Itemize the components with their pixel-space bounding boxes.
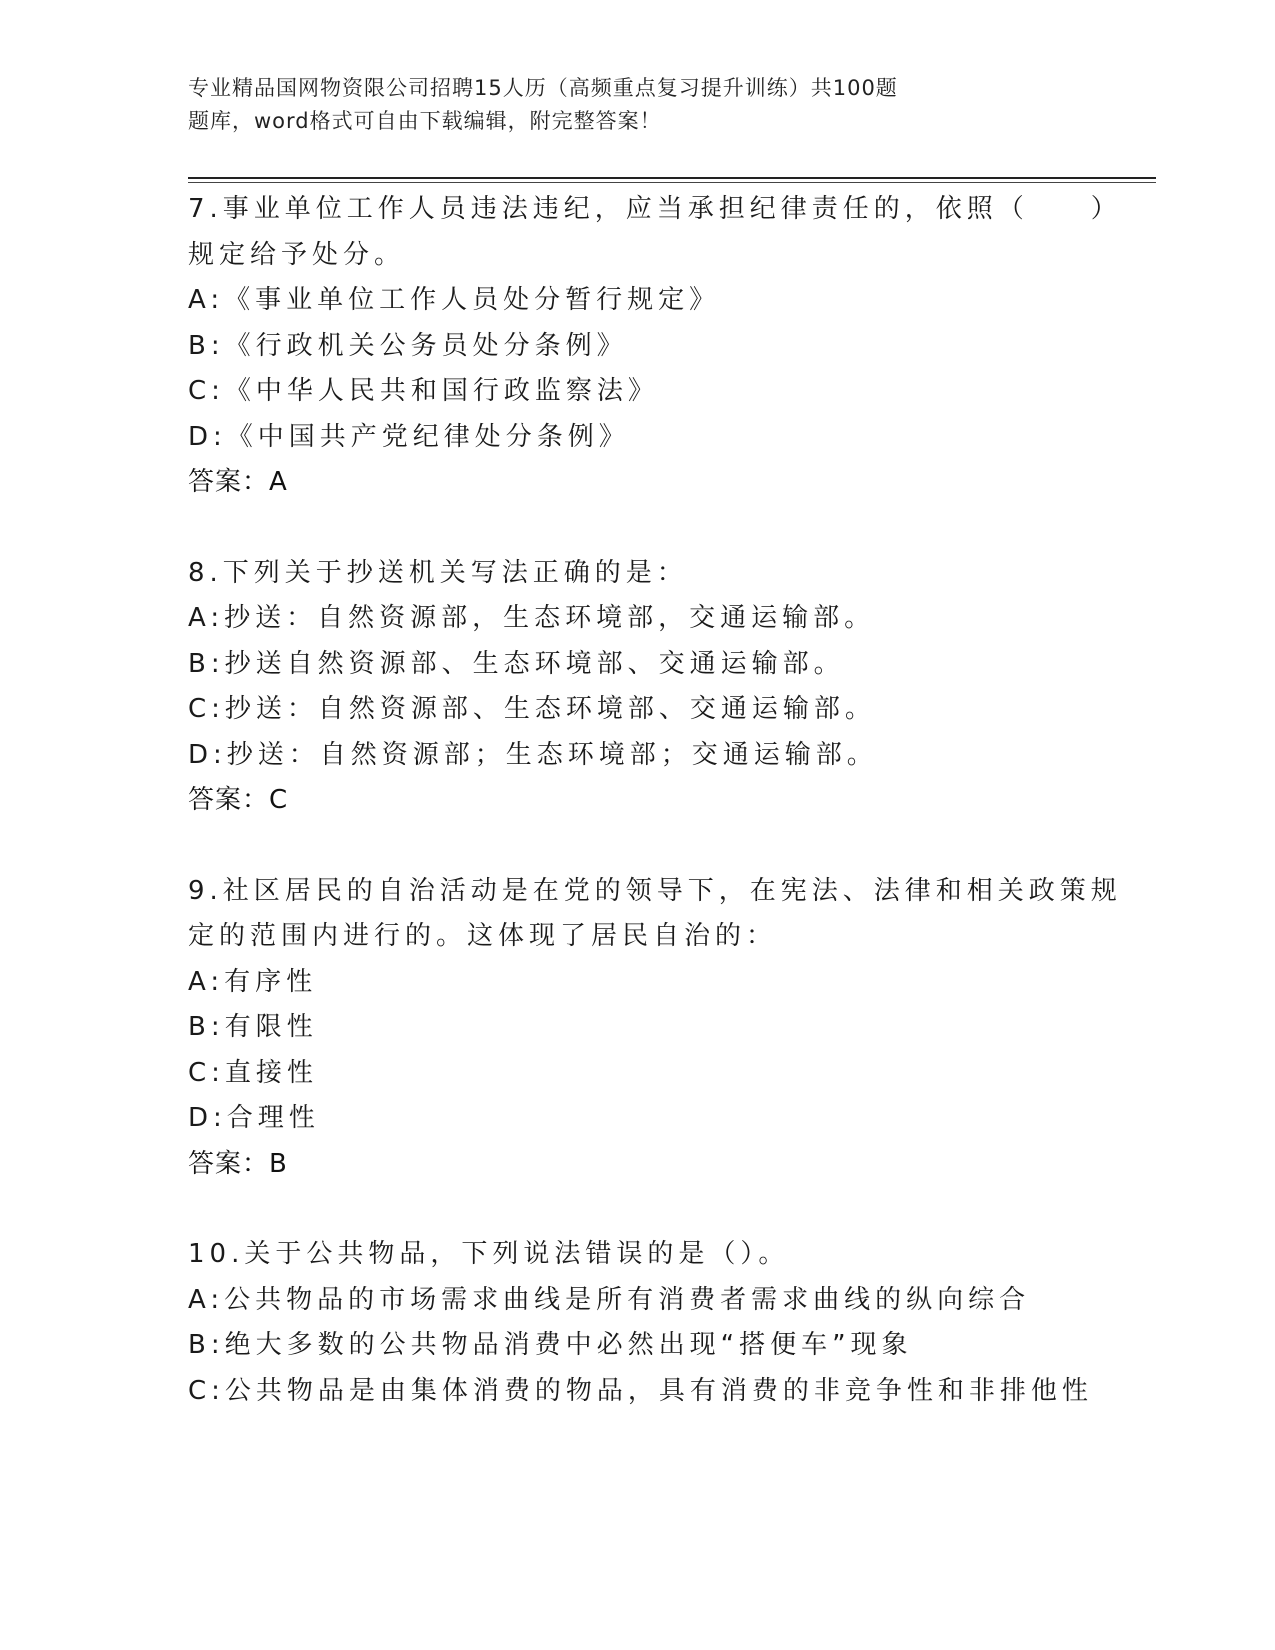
option-b: B:《行政机关公务员处分条例》: [188, 330, 628, 361]
option-c: C:抄送：自然资源部、生态环境部、交通运输部。: [188, 694, 876, 724]
question-stem-line: 10.关于公共物品，下列说法错误的是（）。: [188, 1239, 790, 1269]
option-c: C:公共物品是由集体消费的物品，具有消费的非竞争性和非排他性: [188, 1375, 1093, 1406]
question-stem-line: 规定给予处分。: [188, 239, 406, 270]
answer-label: 答案：A: [188, 467, 288, 497]
header-line-2: 题库，word格式可自由下载编辑，附完整答案！: [188, 109, 662, 133]
option-a: A:抄送：自然资源部，生态环境部，交通运输部。: [188, 603, 876, 633]
option-b: B:绝大多数的公共物品消费中必然出现“搭便车”现象: [188, 1330, 913, 1360]
option-d: D:合理性: [188, 1103, 320, 1133]
question-stem-line: 9.社区居民的自治活动是在党的领导下，在宪法、法律和相关政策规: [188, 875, 1122, 906]
option-d: D:《中国共产党纪律处分条例》: [188, 421, 630, 452]
option-b: B:有限性: [188, 1012, 318, 1042]
question-stem-line: 8.下列关于抄送机关写法正确的是：: [188, 557, 688, 588]
question-9: [188, 869, 1122, 1188]
option-d: D:抄送：自然资源部；生态环境部；交通运输部。: [188, 739, 878, 770]
option-c: C:《中华人民共和国行政监察法》: [188, 376, 659, 406]
question-stem-line: 7.事业单位工作人员违法违纪，应当承担纪律责任的，依照（ ）: [188, 194, 1122, 224]
question-10: [188, 1232, 1093, 1414]
header-divider-thin: [188, 182, 1156, 183]
option-b: B:抄送自然资源部、生态环境部、交通运输部。: [188, 648, 845, 679]
option-a: A:《事业单位工作人员处分暂行规定》: [188, 285, 721, 315]
option-a: A:公共物品的市场需求曲线是所有消费者需求曲线的纵向综合: [188, 1284, 1031, 1315]
question-stem-line: 定的范围内进行的。这体现了居民自治的：: [188, 921, 778, 951]
question-list: [188, 187, 1122, 1459]
option-c: C:直接性: [188, 1057, 318, 1088]
option-a: A:有序性: [188, 966, 318, 997]
question-8: [188, 551, 1068, 824]
answer-label: 答案：B: [188, 1148, 288, 1179]
header-divider-thick: [188, 177, 1156, 179]
document-header: [188, 72, 1008, 138]
answer-label: 答案：C: [188, 785, 289, 815]
header-line-1: 专业精品国网物资限公司招聘15人历（高频重点复习提升训练）共100题: [188, 76, 898, 100]
question-7: [188, 187, 1122, 506]
